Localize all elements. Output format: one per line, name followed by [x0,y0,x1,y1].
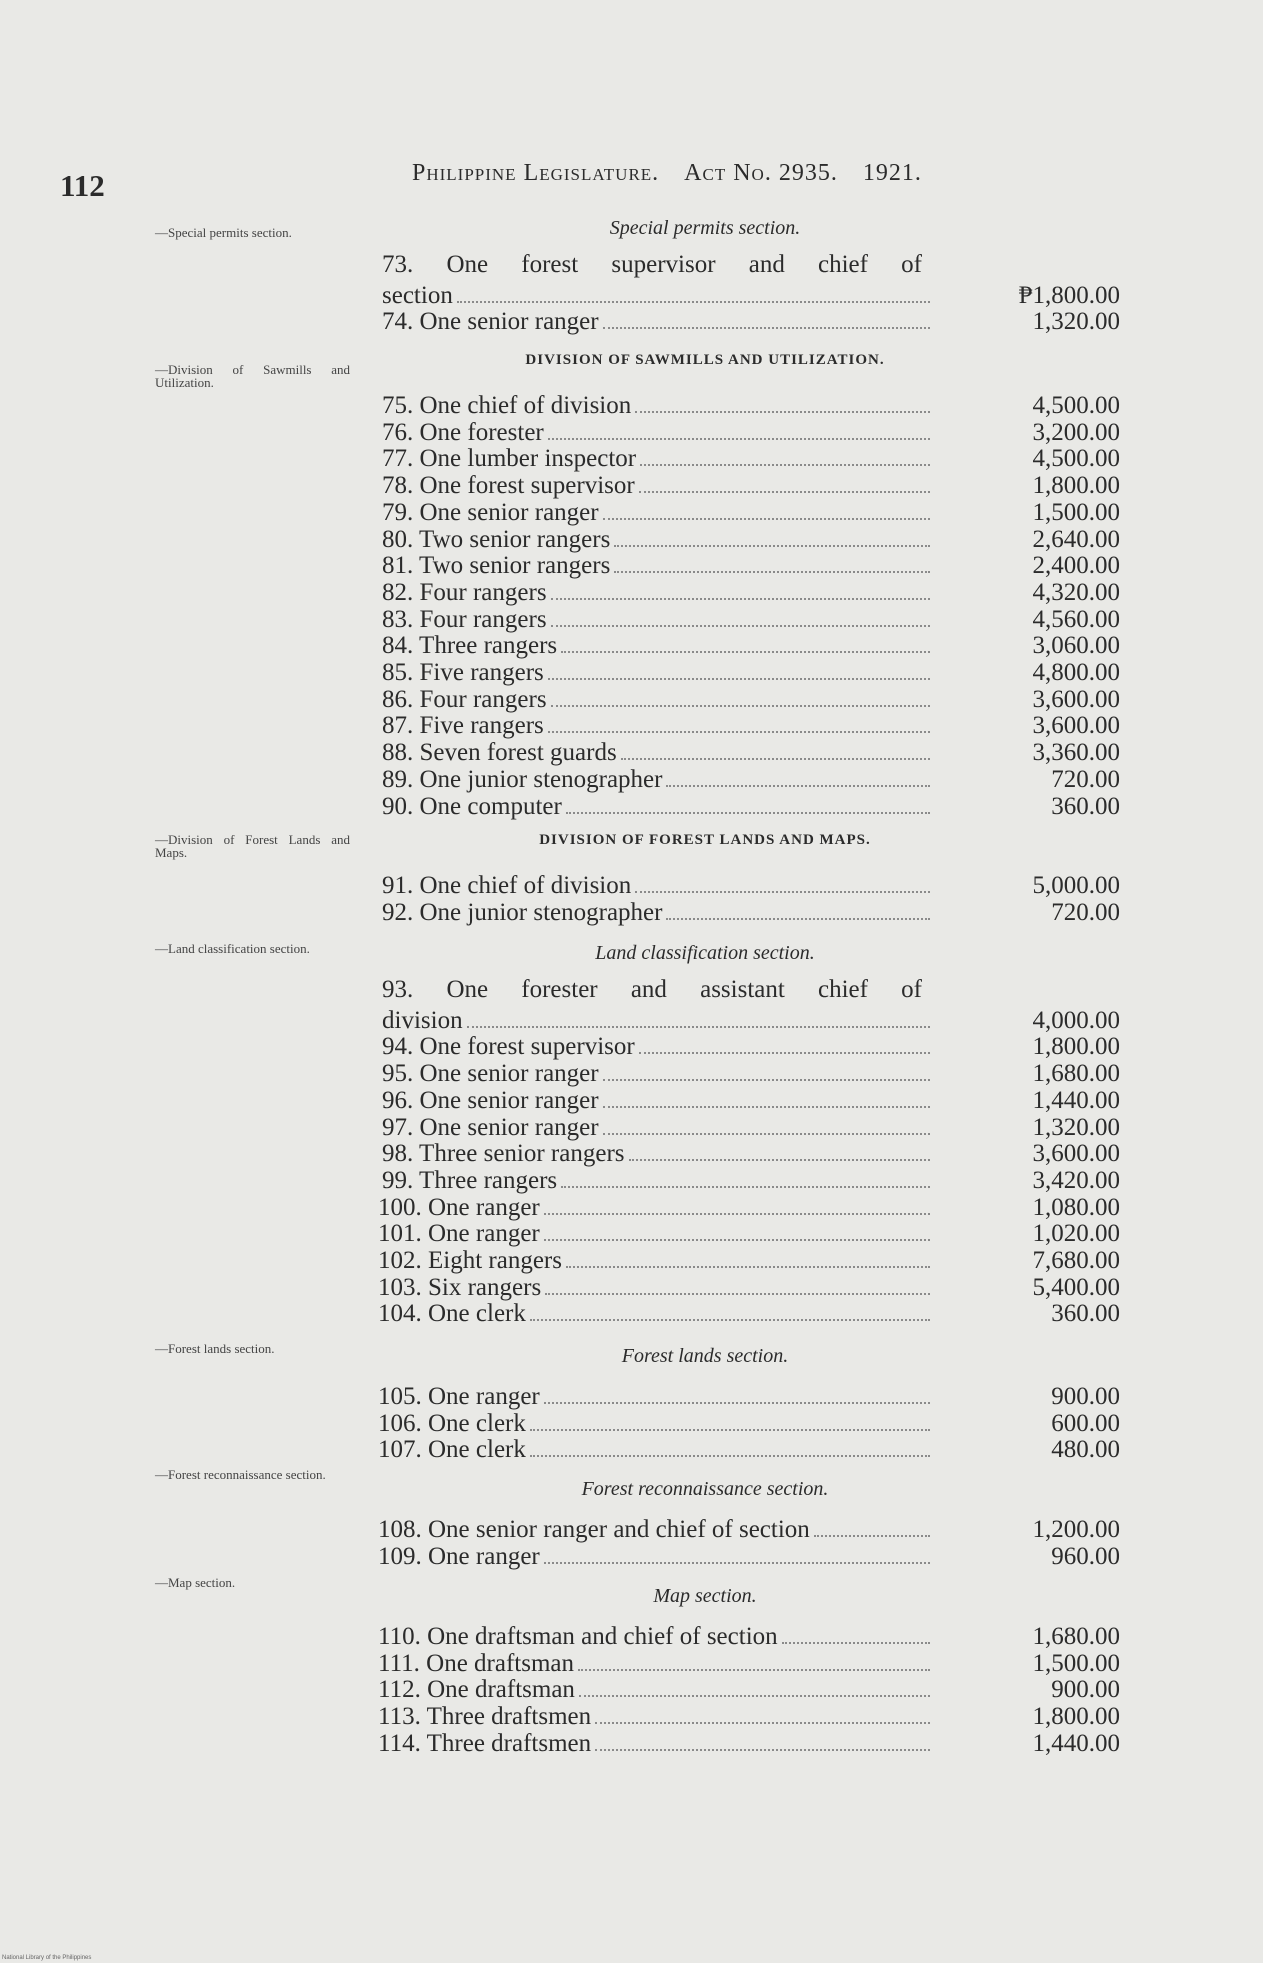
item-first-line: 93. One forester and assistant chief of [382,976,922,1003]
line-item-amount: 1,080.00 [1032,1193,1120,1221]
line-item-amount: 1,500.00 [1032,1649,1120,1677]
line-item-label: division [382,1006,463,1034]
line-item [352,899,932,926]
dot-leader [603,1133,930,1135]
line-item [352,872,932,899]
line-item-amount: 1,680.00 [1032,1060,1120,1088]
line-item-label: 97. One senior ranger [382,1113,599,1141]
line-item-label: 94. One forest supervisor [382,1033,635,1061]
line-item-amount: 900.00 [1051,1676,1120,1704]
line-item [352,1194,932,1221]
line-item-amount: 3,600.00 [1032,1140,1120,1168]
line-item-label: 78. One forest supervisor [382,472,635,500]
line-item-label: 114. Three draftsmen [378,1729,592,1757]
line-item-amount: 1,440.00 [1032,1729,1120,1757]
line-item-label: 104. One clerk [378,1300,526,1328]
margin-note: —Map section. [155,1575,236,1590]
running-head-year: 1921. [862,160,922,186]
line-item-label: 91. One chief of division [382,872,632,899]
line-item [352,659,932,686]
line-item [352,1703,932,1730]
line-item [352,1436,932,1463]
line-item-label: 101. One ranger [378,1220,540,1248]
dot-leader [544,1213,930,1215]
line-item-amount: 480.00 [1051,1436,1120,1464]
line-item [352,419,932,446]
footer-credit: National Library of the Philippines [2,1955,92,1961]
margin-note: —Division of Forest Lands and Maps. [155,832,350,860]
dot-leader [544,1239,930,1241]
line-item-label: 113. Three draftsmen [378,1703,592,1731]
line-item-label: 80. Two senior rangers [382,525,611,553]
dot-leader [595,1749,930,1751]
dot-leader [639,1052,930,1054]
line-item-amount: 2,400.00 [1032,552,1120,580]
line-item [352,308,932,335]
line-item-amount: 3,060.00 [1032,632,1120,660]
line-item-amount: 4,800.00 [1032,659,1120,686]
line-item [352,1167,932,1194]
section-heading: Land classification section. [595,942,815,964]
dot-leader [551,598,930,600]
running-head-legislature: Philippine Legislature. [412,160,660,186]
line-item-amount: 1,500.00 [1032,498,1120,526]
line-item-amount: 1,680.00 [1032,1623,1120,1650]
dot-leader [551,705,930,707]
dot-leader [814,1535,930,1537]
dot-leader [635,891,930,893]
line-item-amount: 1,020.00 [1032,1220,1120,1248]
line-item [352,766,932,793]
line-item-amount: 960.00 [1051,1542,1120,1570]
line-item [352,552,932,579]
line-item-label: section [382,281,453,309]
line-item-label: 85. Five rangers [382,659,544,686]
line-item-amount: 900.00 [1051,1383,1120,1410]
line-item [352,1087,932,1114]
line-item-amount: 360.00 [1051,792,1120,820]
dot-leader [621,758,930,760]
line-item [352,1274,932,1301]
line-item-amount: 1,440.00 [1032,1086,1120,1114]
line-item-label: 77. One lumber inspector [382,445,637,473]
dot-leader [544,1562,930,1564]
dot-leader [530,1455,930,1457]
line-item [352,793,932,820]
line-item-label: 102. Eight rangers [378,1247,562,1274]
running-head [412,160,922,187]
line-item [352,1060,932,1087]
line-item [352,1623,932,1650]
page-number: 112 [60,168,105,203]
line-item-label: 100. One ranger [378,1193,540,1221]
line-item-amount: 1,800.00 [1032,472,1120,500]
line-item [352,1033,932,1060]
line-item [352,1410,932,1437]
line-item [352,1220,932,1247]
section-heading: Map section. [653,1585,757,1607]
line-item-amount: 3,600.00 [1032,685,1120,713]
dot-leader [639,491,930,493]
dot-leader [595,1722,930,1724]
margin-note: —Forest lands section. [155,1341,275,1356]
dot-leader [548,731,930,733]
line-item-label: 87. Five rangers [382,712,544,740]
dot-leader [640,464,930,466]
line-item-label: 105. One ranger [378,1383,540,1410]
line-item [352,1247,932,1274]
line-item-label: 74. One senior ranger [382,308,599,336]
line-item [352,1383,932,1410]
margin-note: —Special permits section. [155,225,292,240]
running-head-act: Act No. 2935. [684,160,838,186]
section-heading: Special permits section. [609,217,801,239]
line-item-label: 83. Four rangers [382,605,547,633]
line-item-amount: 1,800.00 [1032,1033,1120,1061]
margin-note: —Land classification section. [155,941,310,956]
line-item-label: 86. Four rangers [382,685,547,713]
line-item-amount: 3,200.00 [1032,418,1120,446]
dot-leader [629,1159,930,1161]
dot-leader [614,545,930,547]
line-item [352,1114,932,1141]
section-heading: DIVISION OF SAWMILLS AND UTILIZATION. [525,352,885,368]
line-item-label: 96. One senior ranger [382,1086,599,1114]
line-item [352,1730,932,1757]
line-item-label: 92. One junior stenographer [382,898,663,926]
dot-leader [548,438,930,440]
line-item [352,579,932,606]
line-item-label: 82. Four rangers [382,578,547,606]
line-item-label: 95. One senior ranger [382,1060,599,1088]
line-item-label: 76. One forester [382,418,544,446]
section-heading: DIVISION OF FOREST LANDS AND MAPS. [539,832,871,848]
line-item-label: 107. One clerk [378,1436,526,1464]
dot-leader [666,785,930,787]
dot-leader [603,1079,930,1081]
dot-leader [635,411,930,413]
line-item [352,1516,932,1543]
line-item-label: 110. One draftsman and chief of section [378,1623,778,1650]
line-item-label: 108. One senior ranger and chief of section [378,1516,810,1543]
dot-leader [666,918,930,920]
margin-note: —Forest reconnaissance section. [155,1467,326,1482]
line-item-label: 99. Three rangers [382,1166,558,1194]
line-item-label: 112. One draftsman [378,1676,575,1704]
line-item-amount: 1,200.00 [1032,1516,1120,1543]
line-item [352,686,932,713]
line-item-amount: 720.00 [1051,898,1120,926]
line-item [352,472,932,499]
dot-leader [548,678,930,680]
margin-note: —Division of Sawmills and Utilization. [155,362,350,390]
dot-leader [530,1429,930,1431]
line-item-label: 88. Seven forest guards [382,739,617,767]
dot-leader [561,1186,930,1188]
line-item-label: 79. One senior ranger [382,498,599,526]
line-item-amount: 5,400.00 [1032,1273,1120,1301]
line-item [352,606,932,633]
line-item [352,392,932,419]
dot-leader [579,1695,930,1697]
line-item [352,499,932,526]
dot-leader [561,651,930,653]
line-item-amount: 720.00 [1051,765,1120,793]
line-item [352,1300,932,1327]
line-item [352,632,932,659]
line-item-amount: 360.00 [1051,1300,1120,1328]
dot-leader [603,1106,930,1108]
line-item [352,712,932,739]
line-item-amount: 4,500.00 [1032,392,1120,419]
line-item [352,282,932,309]
dot-leader [544,1402,930,1404]
line-item-label: 84. Three rangers [382,632,558,660]
line-item-amount: 4,320.00 [1032,578,1120,606]
line-item [352,445,932,472]
line-item-amount: 3,420.00 [1032,1166,1120,1194]
line-item-amount: ₱1,800.00 [1018,281,1120,309]
line-item-amount: 4,000.00 [1032,1006,1120,1034]
section-heading: Forest lands section. [621,1345,789,1367]
line-item [352,1140,932,1167]
dot-leader [545,1293,930,1295]
dot-leader [551,625,930,627]
line-item-label: 106. One clerk [378,1409,526,1437]
line-item [352,526,932,553]
line-item [352,1007,932,1034]
dot-leader [457,301,930,303]
dot-leader [578,1669,930,1671]
line-item-amount: 4,560.00 [1032,605,1120,633]
line-item-amount: 3,600.00 [1032,712,1120,740]
line-item-label: 109. One ranger [378,1542,540,1570]
line-item-amount: 1,320.00 [1032,308,1120,336]
line-item [352,1543,932,1570]
line-item-label: 103. Six rangers [378,1273,542,1301]
dot-leader [566,812,930,814]
dot-leader [614,571,930,573]
line-item-label: 75. One chief of division [382,392,632,419]
dot-leader [566,1266,930,1268]
line-item-label: 98. Three senior rangers [382,1140,625,1168]
line-item-label: 89. One junior stenographer [382,765,663,793]
line-item-amount: 4,500.00 [1032,445,1120,473]
dot-leader [782,1642,930,1644]
line-item-amount: 1,800.00 [1032,1703,1120,1731]
line-item-amount: 600.00 [1051,1409,1120,1437]
line-item-label: 81. Two senior rangers [382,552,611,580]
dot-leader [603,327,930,329]
line-item-amount: 7,680.00 [1032,1247,1120,1274]
line-item [352,1676,932,1703]
dot-leader [530,1319,930,1321]
dot-leader [467,1026,930,1028]
line-item-amount: 5,000.00 [1032,872,1120,899]
line-item-label: 90. One computer [382,792,562,820]
line-item-amount: 1,320.00 [1032,1113,1120,1141]
line-item-label: 111. One draftsman [378,1649,575,1677]
section-heading: Forest reconnaissance section. [581,1478,829,1500]
line-item [352,739,932,766]
dot-leader [603,518,930,520]
line-item [352,1650,932,1677]
line-item-amount: 3,360.00 [1032,739,1120,767]
item-first-line: 73. One forest supervisor and chief of [382,251,922,278]
line-item-amount: 2,640.00 [1032,525,1120,553]
